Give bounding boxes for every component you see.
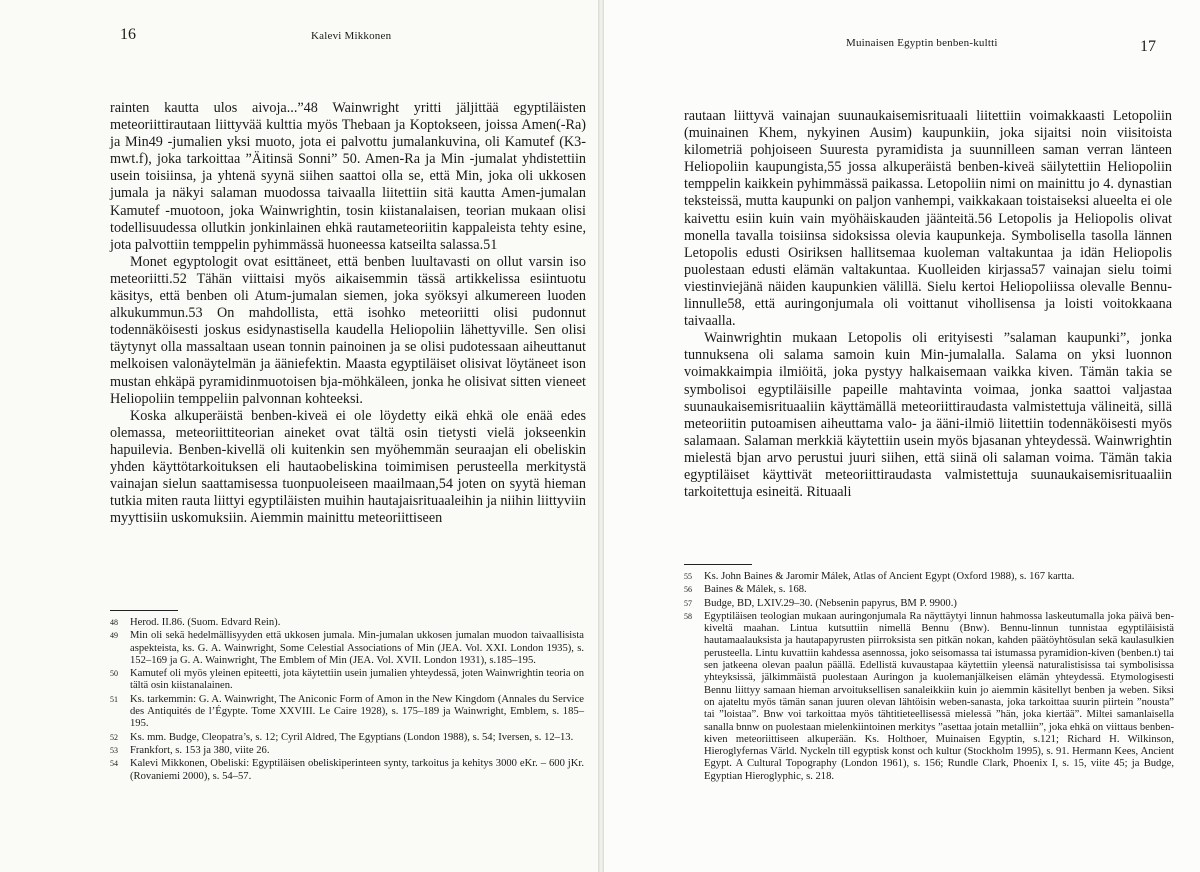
running-head-left: Kalevi Mikkonen	[311, 30, 392, 42]
right-footnotes	[684, 571, 1174, 784]
left-footnotes	[110, 617, 584, 784]
footnote-rule	[684, 564, 752, 565]
page-number-left: 16	[120, 26, 136, 43]
footnote: 58 Egyptiläisen teologian mukaan auringonjumala Ra näyttäytyi linnun hahmossa laskeutumalla joka päivä ben-kiveltä maahan. Lintua kutsuttiin nimellä Bennu (Bnw). Bennu-linnun tunnistaa egyptiläisistä hautamaalauksista ja hautapapyrusten piirroksista sen pitkän nokan, kahden päätöyhtösulan sekä kaulasulkien perusteella. Lintu kuvattiin kahdessa asennossa, joko seisomassa tai istumassa pyramidion-kiven (benben.t) tai sen jatkeena olevan paalun päällä. Edellistä kuvaustapaa käytettiin yleensä naturalistisissa tai symbolisissa yhteyksissä, jälkimmäistä puolestaan Auringon ja kuolemanjälkeisen elämän yhteydessä. Etymologisesti Bennu liittyy samaan hieman arvoituksellisen sanaleikkiin kuin jo aiemmin käsitellyt benben ja weben. Siksi on ajateltu myös tämän sanan juuren olevan lähtöisin weben-sanasta, joka tarkoittaa suurin piirtein ”nousta” tai ”loistaa”. Bnw voi tarkoittaa myös tähtitieteellisessä mielessä ”hän, joka kiertää”. Miltei samanlaisella sanalla bnnw on puolestaan mielenkiintoinen merkitys ”asettaa jotain metalliin”, joka ehkä on viittaus benben-kiven meteoriittiseen alkuperään. Ks. Holthoer, Muinaisen Egyptin, s.121; Richard H. Wilkinson, Hieroglyfernas Värld. Nyckeln till egyptisk konst och kultur (Stockholm 1995), s. 91. Hermann Kees, Ancient Egypt. A Cultural Topography (London 1961), s. 156; Rundle Clark, Phoenix I, s. 15, viite 45; ja Budge, Egyptian Hieroglyphic, s. 218.	[684, 610, 1174, 782]
right-page	[600, 0, 1200, 872]
footnote: 55 Ks. John Baines & Jaromir Málek, Atlas of Ancient Egypt (Oxford 1988), s. 167 kartta.	[684, 571, 1075, 582]
paragraph: Koska alkuperäistä benben-kiveä ei ole löydetty eikä ehkä ole enää edes olemassa, meteoriittiteorian aineket ovat tältä osin tietysti vielä jokseenkin hapuilevia. Benben-kivellä oli kuitenkin sen myöhemmän seuraajan eli obeliskin yhden käyttötarkoituksen eli hautaobeliskina toimimisen perusteella merkitystä vainajan sielun saattamisessa tuonpuoleiseen maailmaan,54 joten on syytä hieman tutkia miten rauta liittyi egyptiläisten muihin hautajaisrituaaleihin ja niihin liittyviin myyttisiin uskomuksiin. Aiemmin mainittu meteoriittiseen	[110, 407, 586, 527]
footnote: 52 Ks. mm. Budge, Cleopatra’s, s. 12; Cyril Aldred, The Egyptians (London 1988), s. 54; Iversen, s. 12–13.	[110, 731, 574, 743]
footnote: 57 Budge, BD, LXIV.29–30. (Nebsenin papyrus, BM P. 9900.)	[684, 597, 957, 609]
footnote: 54 Kalevi Mikkonen, Obeliski: Egyptiläisen obeliskiperinteen synty, tarkoitus ja kehitys 3000 eKr. – 600 jKr. (Rovaniemi 2000), s. 54–57.	[110, 758, 584, 782]
footnote: 56 Baines & Málek, s. 168.	[684, 584, 807, 596]
footnote: 50 Kamutef oli myös yleinen epiteetti, jota käytettiin usein jumalien yhteydessä, joten Wainwrightin teoria on tältä osin kiistanalainen.	[110, 668, 584, 692]
running-head-right: Muinaisen Egyptin benben-kultti	[846, 37, 998, 49]
right-body-text	[684, 108, 1172, 501]
paragraph: Wainwrightin mukaan Letopolis oli erityisesti ”salaman kaupunki”, jonka tunnuksena oli salama samoin kuin Min-jumalalla. Salama on yksi luonnon voimakkaimpia ilmiöitä, joka pystyy halkaisemaan vaikka kiven. Tämän takia se symbolisoi egyptiläisille papeille mahtavinta voimaa, jonka saattoi valjastaa suunaukaisemisrituaaliin käyttämällä meteoriittiraudasta valmistettuja välineitä, sillä meteoriitin putoamisen aiheuttama valo- ja ääni-ilmiö liitettiin todennäköisesti myös salamaan. Salaman merkkiä käytettiin usein myös bjasanan yhteydessä. Wainwrightin mielestä bjan arvo perustui juuri siihen, että siinä oli salaman voima. Tämän takia egyptiläiset käyttivät meteoriittiraudasta valmistettuja suunaukaisemisrituaaliin tarkoitettuja esineitä. Rituaali	[684, 330, 1172, 501]
paragraph: rautaan liittyvä vainajan suunaukaisemisrituaali liitettiin voimakkaasti Letopoliin (muinainen Khem, nykyinen Ausim) kaupunkiin, joka sijaitsi noin viisitoista kilometriä pohjoiseen Suuresta pyramidista ja suunnilleen saman verran länteen Heliopoliin kaupungista,55 jossa alkuperäistä benben-kiveä säilytettiin Heliopoliin temppelin kaikkein pyhimmässä paikassa. Letopoliin nimi on mainittu jo 4. dynastian teksteissä, mutta kaupunki on paljon vanhempi, vaikkakaan toistaiseksi alueelta ei ole kaivettu esiin kuin vain myöhäiskauden jäänteitä.56 Letopolis ja Heliopolis olivat monella tavalla toisiinsa sidoksissa olevia kaupunkeja. Symbolisella tasolla lännen Letopolis edusti Osiriksen hallitsemaa kuoleman valtakuntaa ja idän Heliopolis puolestaan edusti elämän valtakuntaa. Kuolleiden kirjassa57 vainajan sielu toimi viestinviejänä näiden kaupunkien välillä. Sielu kertoi Heliopoliissa olevalle Bennu-linnulle58, että auringonjumala oli voittanut vihollisensa ja loisti voitokkaana taivaalla.	[684, 108, 1172, 330]
left-body-text	[110, 100, 586, 527]
footnote: 51 Ks. tarkemmin: G. A. Wainwright, The Aniconic Form of Amon in the New Kingdom (Annales du Service des Antiquités de l’Égypte. Tome XXVIII. Le Caire 1928), s. 175–189 ja Wainwright, Emblem, s. 185–195.	[110, 693, 584, 730]
footnote-rule	[110, 610, 178, 611]
page-number-right: 17	[1140, 38, 1156, 55]
footnote: 53 Frankfort, s. 153 ja 380, viite 26.	[110, 744, 270, 756]
book-gutter	[598, 0, 604, 872]
footnote: 49 Min oli sekä hedelmällisyyden että ukkosen jumala. Min-jumalan ukkosen jumalan muodon taivaallisista aspekteista, ks. G. A. Wainwright, Some Celestial Associations of Min (JEA. Vol. XXI. London 1935), s. 152–169 ja G. A. Wainwright, The Emblem of Min (JEA. Vol. XVII. London 1931), s.185–195.	[110, 630, 584, 666]
footnote: 48 Herod. II.86. (Suom. Edvard Rein).	[110, 617, 281, 628]
paragraph: Monet egyptologit ovat esittäneet, että benben luultavasti on ollut varsin iso meteoriitti.52 Tähän viittaisi myös aikaisemmin tässä artikkelissa esiintuotu käsitys, että benben oli Atum-jumalan siemen, joka syöksyi alkumereen luoden alkukummun.53 On mahdollista, että isohko meteoriitti olisi pudonnut todennäköisesti joskus esidynastisella kaudella Heliopoliin lähettyville. Sen olisi täytynyt olla massaltaan usean tonnin painoinen ja se olisi pudotessaan aiheuttanut melkoisen valonäytelmän ja ääniefektin. Maasta egyptiläiset olisivat löytäneet ison mustan ehkäpä pyramidinmuotoisen bja-möhkäleen, jonka he olisivat sitten vieneet Heliopoliin temppeliin palvonnan kohteeksi.	[110, 253, 586, 407]
paragraph: rainten kautta ulos aivoja...”48 Wainwright yritti jäljittää egyptiläisten meteoriittirautaan liittyvää kulttia myös Thebaan ja Koptokseen, joissa Amen(-Ra) ja Min49 -jumalien yksi muoto, jota ei palvottu jumalankuvina, oli Kamutef (K3-mwt.f), joka tarkoittaa ”Äitinsä Sonni” 50. Amen-Ra ja Min -jumalat yhdistettiin usein toisiinsa, ja yhtenä syynä siihen saattoi olla se, että Min, joka oli ukkosen jumala ja näkyi salaman muodossa taivaalla liitettiin sitä kautta Amen-jumalan Kamutef -muotoon, joka Wainwrightin, tosin kiistanalaisen, teorian mukaan olisi todellisuudessa ollutkin jonkinlainen ehkä rautameteoriitin kappaleista tehty esine, jota palvottiin temppelin pyhimmässä huoneessa katseilta salassa.51	[110, 100, 586, 253]
